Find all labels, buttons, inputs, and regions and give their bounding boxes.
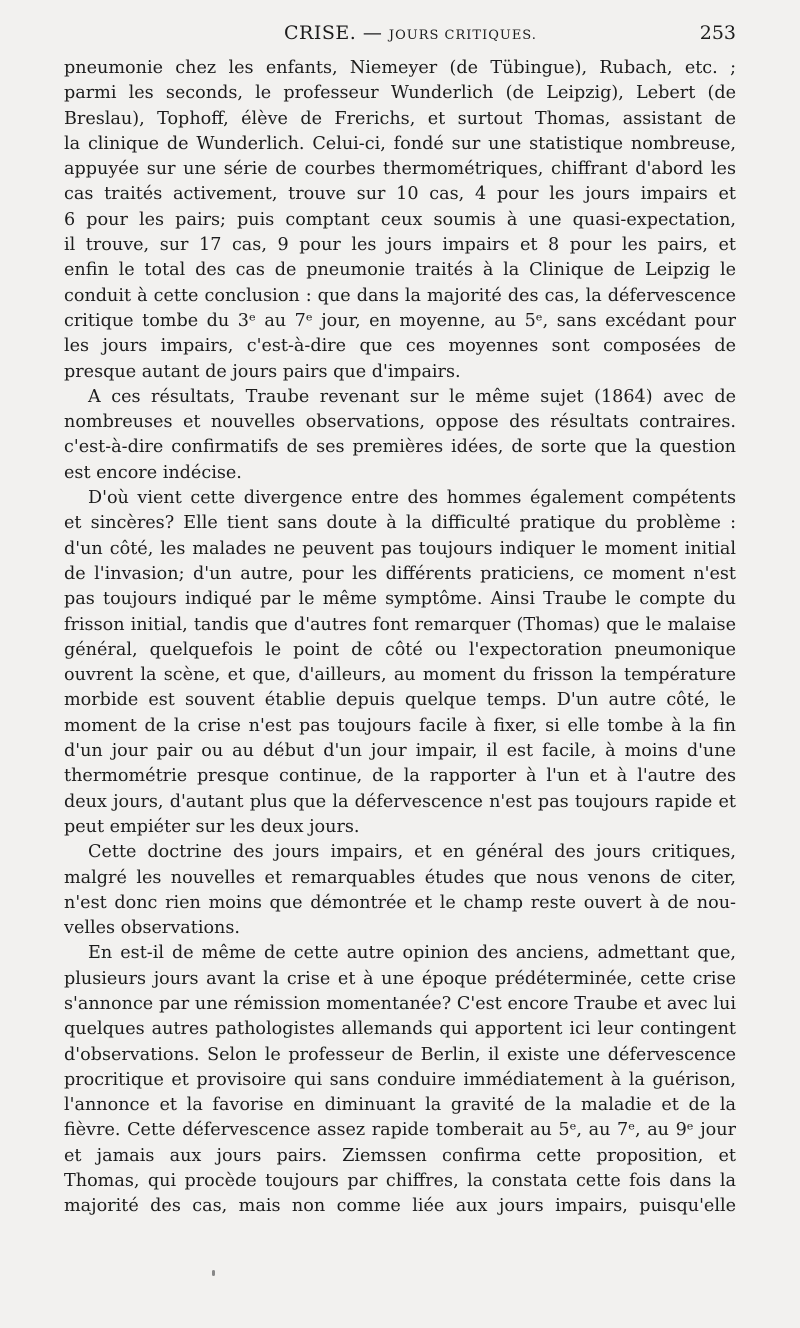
text-line: frisson initial, tandis que d'autres font remarquer (Thomas) que le malaise (64, 614, 736, 635)
text-line: pneumonie chez les enfants, Niemeyer (de Tübingue), Rubach, etc. ; (64, 58, 736, 78)
text-line: peut empiéter sur les deux jours. (64, 816, 360, 837)
text-line: nombreuses et nouvelles observations, oppose des résultats contraires. (64, 412, 736, 433)
text-line: majorité des cas, mais non comme liée aux jours impairs, puisqu'elle (64, 1196, 736, 1217)
text-line: A ces résultats, Traube revenant sur le même sujet (1864) avec de (88, 386, 736, 407)
text-line: d'un côté, les malades ne peuvent pas toujours indiquer le moment initial (64, 538, 736, 559)
text-line: il trouve, sur 17 cas, 9 pour les jours impairs et 8 pour les pairs, et (64, 235, 736, 256)
text-line: velles observations. (64, 918, 241, 939)
text-line: et jamais aux jours pairs. Ziemssen confirma cette proposition, et (64, 1145, 736, 1166)
text-line: et sincères? Elle tient sans doute à la difficulté pratique du problème : (64, 513, 736, 534)
text-line: de l'invasion; d'un autre, pour les différents praticiens, ce moment n'est (64, 563, 736, 584)
body-text (64, 56, 736, 1220)
text-line: presque autant de jours pairs que d'impairs. (64, 361, 461, 382)
running-title-dash: — (362, 22, 383, 44)
text-line: général, quelquefois le point de côté ou l'expectoration pneumonique (64, 639, 736, 660)
text-line: Cette doctrine des jours impairs, et en général des jours critiques, (88, 842, 736, 863)
running-title (284, 18, 537, 51)
text-line: cas traités activement, trouve sur 10 cas, 4 pour les jours impairs et (64, 184, 736, 205)
text-line: ouvrent la scène, et que, d'ailleurs, au moment du frisson la température (64, 665, 736, 686)
text-line: Breslau), Tophoff, élève de Frerichs, et surtout Thomas, assistant de (64, 108, 736, 129)
text-line: c'est-à-dire confirmatifs de ses premières idées, de sorte que la question (64, 437, 736, 458)
text-line: appuyée sur une série de courbes thermométriques, chiffrant d'abord les (64, 159, 736, 180)
text-line: quelques autres pathologistes allemands qui apportent ici leur contingent (64, 1019, 736, 1040)
text-line: moment de la crise n'est pas toujours facile à fixer, si elle tombe à la fin (64, 715, 736, 736)
text-line: la clinique de Wunderlich. Celui-ci, fondé sur une statistique nombreuse, (64, 133, 736, 154)
running-title-main: CRISE. (284, 22, 357, 44)
text-line: critique tombe du 3ᵉ au 7ᵉ jour, en moyenne, au 5ᵉ, sans excédant pour (64, 310, 736, 331)
text-line: parmi les seconds, le professeur Wunderlich (de Leipzig), Lebert (de (64, 83, 736, 104)
text-line: Thomas, qui procède toujours par chiffres, la constata cette fois dans la (64, 1171, 736, 1192)
text-line: enfin le total des cas de pneumonie traités à la Clinique de Leipzig le (64, 260, 736, 281)
text-line: n'est donc rien moins que démontrée et le champ reste ouvert à de nou- (64, 892, 736, 913)
text-line: s'annonce par une rémission momentanée? C'est encore Traube et avec lui (64, 993, 736, 1014)
text-line: conduit à cette conclusion : que dans la majorité des cas, la défervescence (64, 285, 736, 306)
text-line: malgré les nouvelles et remarquables études que nous venons de citer, (64, 867, 736, 888)
text-line: pas toujours indiqué par le même symptôme. Ainsi Traube le compte du (64, 589, 736, 610)
text-line: plusieurs jours avant la crise et à une époque prédéterminée, cette crise (64, 968, 736, 989)
running-head (64, 18, 736, 48)
text-line: thermométrie presque continue, de la rapporter à l'un et à l'autre des (64, 766, 736, 787)
text-line: En est-il de même de cette autre opinion des anciens, admettant que, (88, 943, 736, 964)
text-line: deux jours, d'autant plus que la défervescence n'est pas toujours rapide et (64, 791, 736, 812)
ink-speck (212, 1270, 215, 1276)
text-line: morbide est souvent établie depuis quelque temps. D'un autre côté, le (64, 690, 736, 711)
text-line: est encore indécise. (64, 462, 242, 483)
text-line: procritique et provisoire qui sans conduire immédiatement à la guérison, (64, 1069, 736, 1090)
running-title-sub: JOURS CRITIQUES. (388, 28, 537, 43)
text-line: les jours impairs, c'est-à-dire que ces moyennes sont composées de (64, 336, 736, 357)
text-line: 6 pour les pairs; puis comptant ceux soumis à une quasi-expectation, (64, 209, 736, 230)
page-number: 253 (699, 22, 736, 44)
text-line: D'où vient cette divergence entre des hommes également compétents (88, 488, 736, 509)
text-line: fièvre. Cette défervescence assez rapide tomberait au 5ᵉ, au 7ᵉ, au 9ᵉ jour (64, 1120, 736, 1141)
text-line: d'un jour pair ou au début d'un jour impair, il est facile, à moins d'une (64, 741, 736, 762)
text-line: l'annonce et la favorise en diminuant la gravité de la maladie et de la (64, 1095, 736, 1116)
text-line: d'observations. Selon le professeur de Berlin, il existe une défervescence (64, 1044, 736, 1065)
